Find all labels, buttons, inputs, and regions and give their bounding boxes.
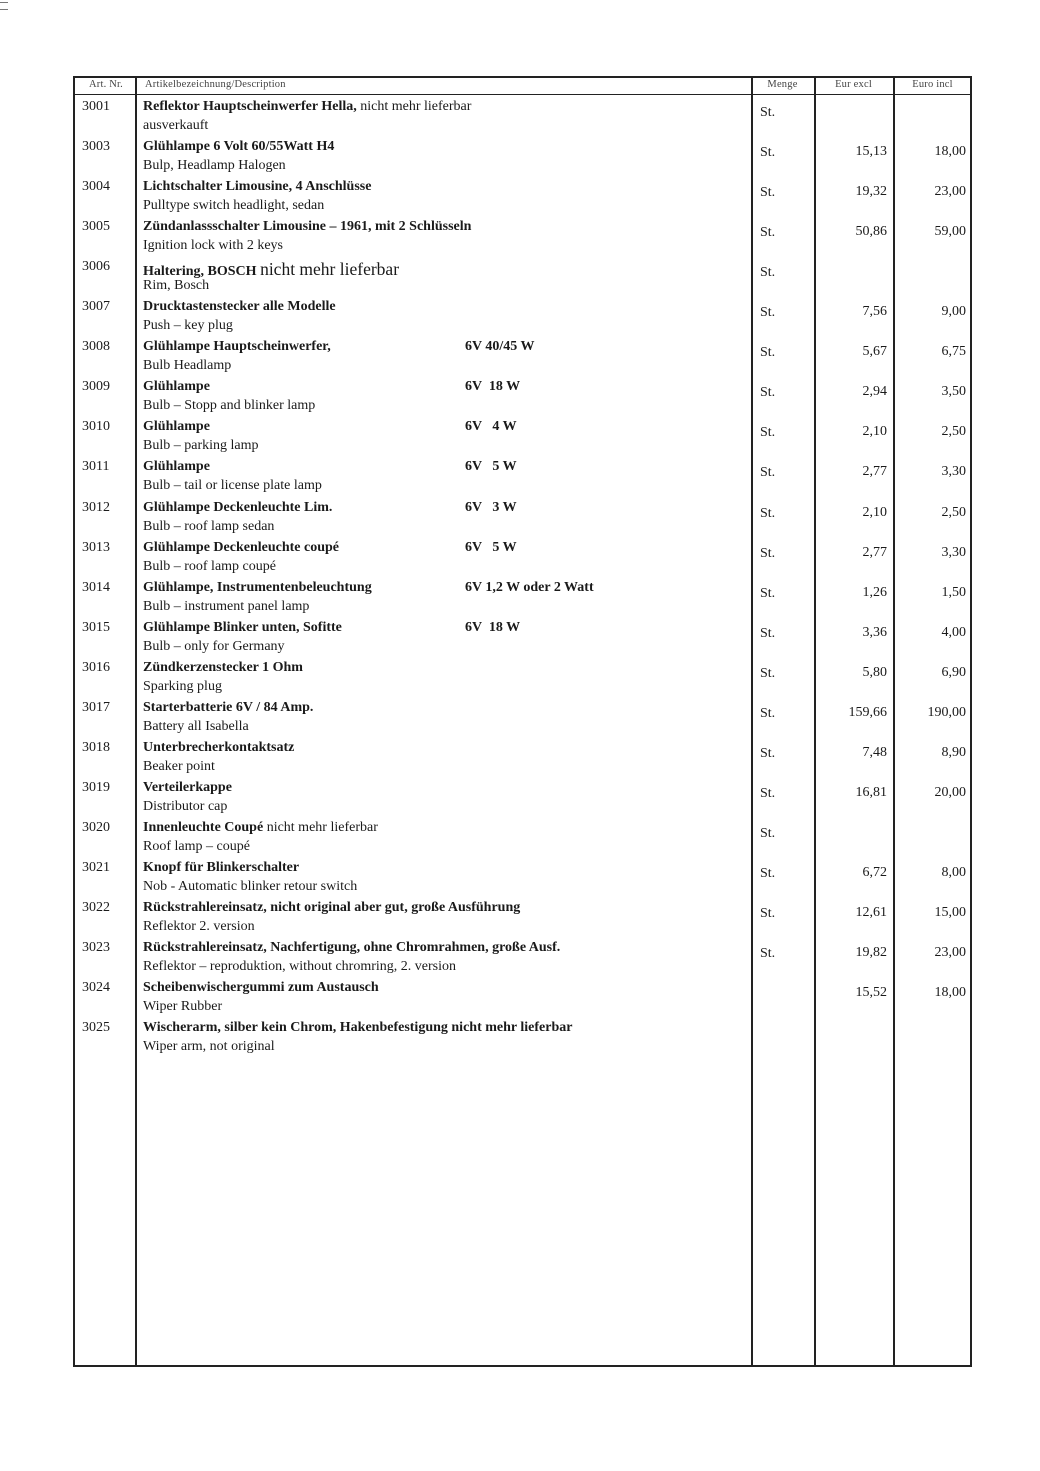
quantity-unit: St.: [760, 465, 776, 481]
item-name: Wischerarm, silber kein Chrom, Hakenbefestigung nicht mehr lieferbar: [143, 1020, 573, 1036]
item-name: Lichtschalter Limousine, 4 Anschlüsse: [143, 179, 372, 195]
header-divider: [75, 94, 970, 95]
description-german: [143, 620, 342, 636]
header-price-incl: Euro incl: [912, 79, 953, 90]
description-german: [143, 419, 210, 435]
price-incl: 9,00: [941, 304, 966, 320]
description-german: [143, 219, 471, 235]
specification: 6V 1,2 W oder 2 Watt: [465, 579, 594, 595]
description-english: Bulb – tail or license plate lamp: [143, 478, 322, 494]
price-incl: 18,00: [934, 985, 966, 1001]
table-row: [75, 538, 970, 578]
item-name: Glühlampe: [143, 459, 210, 475]
price-excl: 7,56: [862, 304, 887, 320]
table-row: [75, 738, 970, 778]
price-excl: 7,48: [862, 744, 887, 760]
specification: 6V 5 W: [465, 539, 517, 555]
article-number: 3022: [82, 900, 110, 915]
price-incl: 190,00: [927, 704, 966, 720]
header-quantity: Menge: [767, 79, 798, 90]
article-number: 3005: [82, 219, 110, 235]
table-row: [75, 618, 970, 658]
quantity-unit: St.: [760, 385, 776, 401]
price-incl: 1,50: [941, 584, 966, 600]
header-price-excl: Eur excl: [835, 79, 872, 90]
price-incl: 23,00: [934, 184, 966, 200]
description-english: Bulb – Stopp and blinker lamp: [143, 398, 316, 414]
price-incl: 3,50: [941, 384, 966, 400]
description-english: Bulb – only for Germany: [143, 638, 285, 654]
price-excl: 159,66: [848, 704, 887, 720]
article-number: 3017: [82, 699, 110, 715]
description-german: [143, 259, 399, 280]
availability-note: nicht mehr lieferbar: [266, 819, 378, 835]
quantity-unit: St.: [760, 785, 776, 801]
table-row: [75, 337, 970, 377]
article-number: 3009: [82, 379, 110, 395]
quantity-unit: St.: [760, 345, 776, 361]
description-english: Wiper Rubber: [143, 999, 223, 1015]
item-name: Drucktastenstecker alle Modelle: [143, 299, 336, 315]
item-name: Verteilerkappe: [143, 779, 232, 795]
table-row: [75, 978, 970, 1018]
availability-note: nicht mehr lieferbar: [260, 259, 400, 280]
quantity-unit: St.: [760, 906, 776, 921]
item-name: Rückstrahlereinsatz, Nachfertigung, ohne Chromrahmen, große Ausf.: [143, 940, 561, 956]
price-incl: 20,00: [934, 784, 966, 800]
price-excl: 5,67: [862, 344, 887, 360]
header-description: Artikelbezeichnung/Description: [145, 79, 286, 90]
price-excl: 2,77: [862, 544, 887, 560]
description-german: [143, 379, 210, 395]
item-name: Glühlampe, Instrumentenbeleuchtung: [143, 579, 372, 595]
quantity-unit: St.: [760, 865, 776, 881]
quantity-unit: St.: [760, 225, 776, 241]
price-list-table: [73, 76, 972, 1367]
description-german: [143, 500, 332, 516]
description-german: [143, 780, 232, 796]
price-excl: 3,36: [862, 624, 887, 640]
price-excl: 2,10: [862, 504, 887, 520]
item-name: Glühlampe: [143, 379, 210, 395]
quantity-unit: St.: [760, 585, 776, 601]
specification: 6V 18 W: [465, 379, 521, 395]
quantity-unit: St.: [760, 265, 776, 281]
article-number: 3007: [82, 299, 110, 315]
article-number: 3024: [82, 980, 110, 996]
article-number: 3003: [82, 139, 110, 155]
quantity-unit: St.: [760, 625, 776, 641]
item-name: Glühlampe 6 Volt 60/55Watt H4: [143, 139, 335, 155]
article-number: 3010: [82, 419, 110, 435]
price-excl: 16,81: [855, 784, 887, 800]
price-incl: 18,00: [934, 144, 966, 160]
description-german: [143, 299, 336, 315]
table-row: [75, 858, 970, 898]
description-english: Reflektor – reproduktion, without chromring, 2. version: [143, 959, 456, 975]
item-name: Glühlampe Deckenleuchte coupé: [143, 539, 339, 555]
quantity-unit: St.: [760, 745, 776, 761]
article-number: 3013: [82, 539, 110, 555]
table-row: [75, 578, 970, 618]
article-number: 3006: [82, 259, 110, 275]
article-number: 3001: [82, 99, 110, 114]
description-german: [143, 139, 334, 155]
description-german: [143, 179, 371, 195]
description-english: Battery all Isabella: [143, 718, 249, 734]
item-name: Unterbrecherkontaktsatz: [143, 739, 295, 755]
table-row: [75, 177, 970, 217]
item-name: Starterbatterie 6V / 84 Amp.: [143, 699, 314, 715]
price-excl: 2,10: [862, 424, 887, 440]
table-row: [75, 938, 970, 978]
quantity-unit: St.: [760, 305, 776, 321]
price-incl: 6,90: [941, 664, 966, 680]
item-name: Glühlampe Hauptscheinwerfer,: [143, 339, 331, 355]
quantity-unit: St.: [760, 705, 776, 721]
price-incl: 23,00: [934, 945, 966, 961]
scan-edge-mark: [0, 2, 8, 10]
description-english: Bulp, Headlamp Halogen: [143, 158, 286, 174]
quantity-unit: St.: [760, 665, 776, 681]
table-row: [75, 97, 970, 137]
article-number: 3025: [82, 1020, 110, 1036]
article-number: 3020: [82, 819, 110, 835]
price-excl: 5,80: [862, 664, 887, 680]
description-english: Nob - Automatic blinker retour switch: [143, 878, 358, 894]
description-german: [143, 580, 372, 596]
item-name: Haltering, BOSCH: [143, 264, 257, 280]
item-name: Scheibenwischergummi zum Austausch: [143, 980, 379, 996]
description-english: Rim, Bosch: [143, 278, 210, 294]
price-incl: 4,00: [941, 624, 966, 640]
price-incl: 3,30: [941, 464, 966, 480]
price-excl: 50,86: [855, 224, 887, 240]
item-name: Knopf für Blinkerschalter: [143, 859, 300, 875]
article-number: 3008: [82, 339, 110, 355]
description-english: Beaker point: [143, 758, 215, 774]
description-english: ausverkauft: [143, 118, 209, 133]
article-number: 3004: [82, 179, 110, 195]
item-name: Glühlampe: [143, 419, 210, 435]
table-row: [75, 698, 970, 738]
description-english: Sparking plug: [143, 678, 222, 694]
quantity-unit: St.: [760, 545, 776, 561]
description-english: Push – key plug: [143, 318, 233, 334]
price-incl: 2,50: [941, 424, 966, 440]
description-german: [143, 1020, 572, 1036]
price-incl: 8,90: [941, 744, 966, 760]
header-art-nr: Art. Nr.: [89, 79, 123, 90]
description-german: [143, 540, 339, 556]
table-row: [75, 658, 970, 698]
item-name: Glühlampe Deckenleuchte Lim.: [143, 499, 333, 515]
specification: 6V 3 W: [465, 499, 517, 515]
article-number: 3011: [82, 459, 110, 475]
description-english: Wiper arm, not original: [143, 1039, 275, 1055]
description-english: Distributor cap: [143, 798, 228, 814]
article-number: 3015: [82, 619, 110, 635]
table-row: [75, 818, 970, 858]
price-excl: 1,26: [862, 584, 887, 600]
table-row: [75, 417, 970, 457]
description-english: Pulltype switch headlight, sedan: [143, 198, 325, 214]
specification: 6V 5 W: [465, 459, 517, 475]
specification: 6V 4 W: [465, 419, 517, 435]
item-name: Zündanlassschalter Limousine – 1961, mit 2 Schlüsseln: [143, 219, 472, 235]
description-german: [143, 660, 303, 676]
description-english: Bulb – roof lamp sedan: [143, 518, 275, 534]
price-incl: 2,50: [941, 504, 966, 520]
item-name: Glühlampe Blinker unten, Sofitte: [143, 619, 342, 635]
description-german: [143, 860, 299, 876]
article-number: 3019: [82, 779, 110, 795]
price-excl: 12,61: [855, 905, 887, 920]
article-number: 3014: [82, 579, 110, 595]
description-german: [143, 99, 471, 115]
description-english: Bulb – instrument panel lamp: [143, 598, 310, 614]
price-incl: 3,30: [941, 544, 966, 560]
price-incl: 8,00: [941, 864, 966, 880]
price-excl: 6,72: [862, 864, 887, 880]
article-number: 3021: [82, 859, 110, 875]
price-excl: 15,52: [855, 985, 887, 1001]
description-german: [143, 700, 313, 716]
article-number: 3012: [82, 499, 110, 515]
price-excl: 19,32: [855, 184, 887, 200]
description-english: Ignition lock with 2 keys: [143, 238, 283, 254]
description-german: [143, 459, 210, 475]
description-german: [143, 900, 520, 916]
article-number: 3023: [82, 940, 110, 956]
description-german: [143, 339, 331, 355]
table-row: [75, 778, 970, 818]
table-row: [75, 457, 970, 497]
table-row: [75, 898, 970, 938]
quantity-unit: St.: [760, 145, 776, 161]
specification: 6V 40/45 W: [465, 339, 535, 355]
table-row: [75, 257, 970, 297]
price-excl: 2,94: [862, 384, 887, 400]
table-row: [75, 498, 970, 538]
description-english: Bulb – roof lamp coupé: [143, 558, 276, 574]
item-name: Reflektor Hauptscheinwerfer Hella,: [143, 99, 357, 114]
description-german: [143, 980, 379, 996]
quantity-unit: St.: [760, 946, 776, 962]
price-excl: 15,13: [855, 144, 887, 160]
article-number: 3016: [82, 659, 110, 675]
price-incl: 59,00: [934, 224, 966, 240]
table-row: [75, 137, 970, 177]
quantity-unit: St.: [760, 425, 776, 441]
table-row: [75, 377, 970, 417]
description-english: Bulb – parking lamp: [143, 438, 259, 454]
price-excl: 2,77: [862, 464, 887, 480]
description-german: [143, 740, 294, 756]
table-row: [75, 297, 970, 337]
description-english: Reflektor 2. version: [143, 919, 255, 934]
quantity-unit: St.: [760, 105, 776, 120]
item-name: Zündkerzenstecker 1 Ohm: [143, 659, 303, 675]
quantity-unit: St.: [760, 505, 776, 521]
quantity-unit: St.: [760, 825, 776, 841]
description-german: [143, 820, 378, 836]
description-german: [143, 940, 560, 956]
availability-note: nicht mehr lieferbar: [360, 99, 472, 114]
table-row: [75, 1018, 970, 1058]
table-row: [75, 217, 970, 257]
specification: 6V 18 W: [465, 619, 521, 635]
quantity-unit: St.: [760, 185, 776, 201]
price-incl: 15,00: [934, 905, 966, 920]
price-excl: 19,82: [855, 945, 887, 961]
item-name: Innenleuchte Coupé: [143, 819, 264, 835]
item-name: Rückstrahlereinsatz, nicht original aber gut, große Ausführung: [143, 900, 521, 915]
price-incl: 6,75: [941, 344, 966, 360]
description-english: Roof lamp – coupé: [143, 838, 250, 854]
article-number: 3018: [82, 739, 110, 755]
description-english: Bulb Headlamp: [143, 358, 232, 374]
